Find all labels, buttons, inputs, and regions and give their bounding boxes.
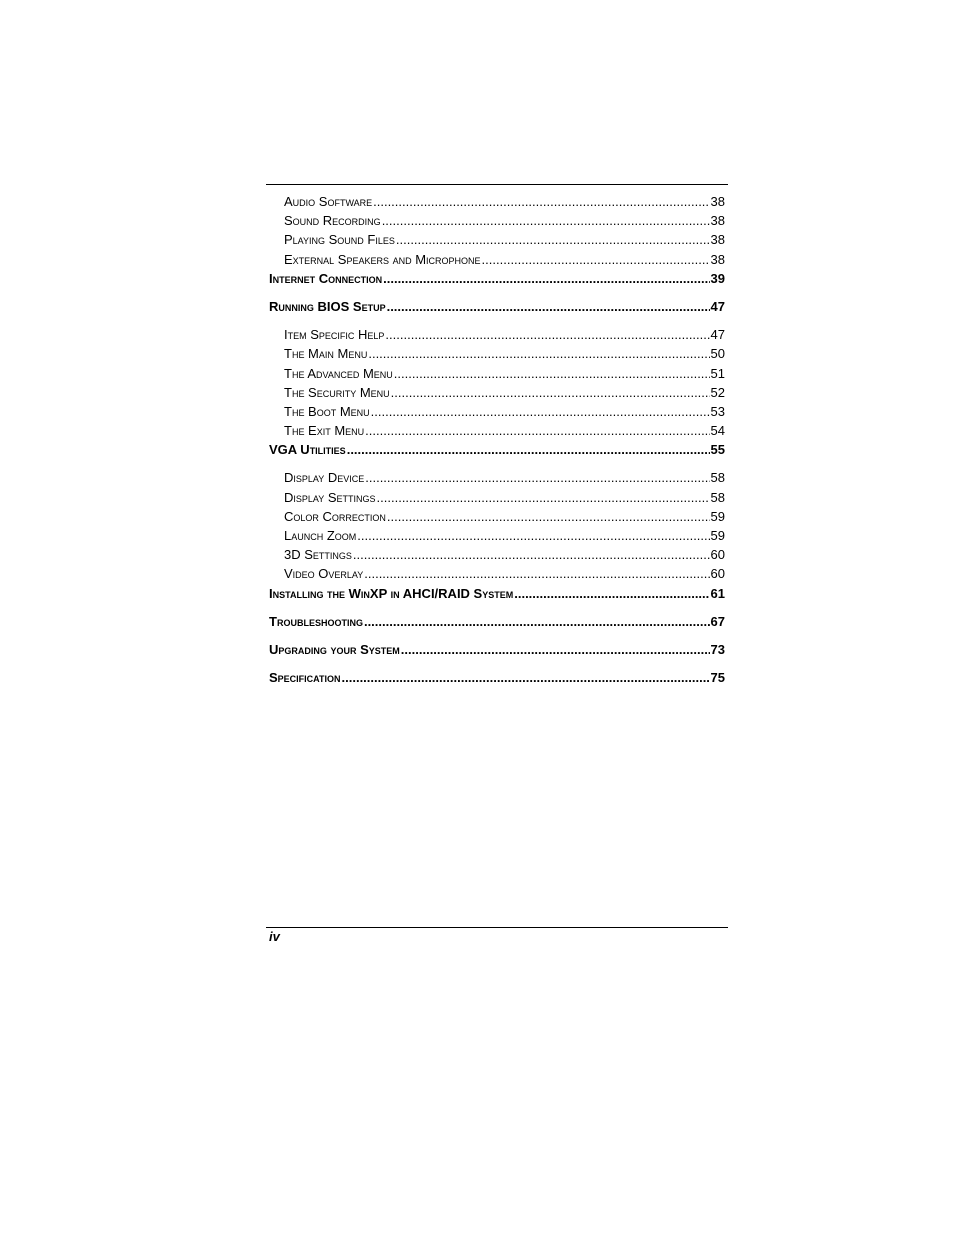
toc-entry-page: 47 <box>710 298 725 314</box>
toc-section-entry[interactable] <box>269 421 725 440</box>
toc-leader-dots <box>396 230 710 249</box>
toc-entry-page: 73 <box>710 641 725 657</box>
toc-chapter-entry[interactable] <box>269 440 725 459</box>
toc-section-entry[interactable] <box>269 507 725 526</box>
toc-leader-dots <box>373 192 709 211</box>
toc-section-entry[interactable] <box>269 344 725 363</box>
toc-entry-title: Color Correction <box>284 508 386 524</box>
toc-entry-page: 58 <box>710 489 725 505</box>
toc-chapter-entry[interactable] <box>269 269 725 288</box>
toc-entry-title: Display Device <box>284 470 365 486</box>
header-rule <box>266 184 728 185</box>
toc-leader-dots <box>394 364 710 383</box>
toc-section-entry[interactable] <box>269 488 725 507</box>
toc-section-entry[interactable] <box>269 526 725 545</box>
toc-entry-title: Sound Recording <box>284 213 381 229</box>
toc-entry-page: 75 <box>710 670 725 686</box>
toc-entry-title: The Main Menu <box>284 346 368 362</box>
toc-entry-page: 47 <box>710 327 725 343</box>
toc-leader-dots <box>364 564 709 583</box>
toc-leader-dots <box>365 421 709 440</box>
toc-section-entry[interactable] <box>269 545 725 564</box>
toc-entry-page: 51 <box>710 365 725 381</box>
toc-entry-title: Audio Software <box>284 194 373 209</box>
toc-leader-dots <box>391 383 710 402</box>
toc-leader-dots <box>371 402 710 421</box>
toc-entry-page: 67 <box>710 613 725 629</box>
toc-leader-dots <box>342 668 710 687</box>
toc-entry-page: 38 <box>710 213 725 229</box>
toc-entry-title: The Exit Menu <box>284 423 365 439</box>
toc-entry-page: 60 <box>710 566 725 582</box>
toc-entry-page: 54 <box>710 423 725 439</box>
toc-entry-title: The Security Menu <box>284 384 390 400</box>
toc-entry-title: 3D Settings <box>284 547 352 563</box>
toc-leader-dots <box>365 468 709 487</box>
toc-entry-page: 59 <box>710 528 725 543</box>
toc-entry-title: Playing Sound Files <box>284 232 395 248</box>
toc-entry-title: Internet Connection <box>269 270 383 286</box>
toc-entry-page: 38 <box>710 194 725 209</box>
toc-entry-title: Specification <box>269 670 341 686</box>
toc-leader-dots <box>514 584 709 603</box>
toc-leader-dots <box>482 250 710 269</box>
toc-entry-title: External Speakers and Microphone <box>284 251 481 267</box>
toc-chapter-entry[interactable] <box>269 640 725 659</box>
footer-rule <box>266 927 728 928</box>
toc-entry-page: 61 <box>710 585 725 601</box>
toc-leader-dots <box>383 269 709 288</box>
toc-entry-page: 39 <box>710 270 725 286</box>
toc-section-entry[interactable] <box>269 192 725 211</box>
toc-entry-title: Upgrading your System <box>269 641 400 657</box>
toc-entry-page: 59 <box>710 508 725 524</box>
toc-leader-dots <box>387 507 710 526</box>
footer-page-number: iv <box>269 929 280 944</box>
toc-leader-dots <box>385 325 709 344</box>
toc-leader-dots <box>377 488 710 507</box>
toc-entry-title: Launch Zoom <box>284 528 357 543</box>
toc-section-entry[interactable] <box>269 564 725 583</box>
toc-entry-page: 55 <box>710 442 725 458</box>
toc-entry-title: VGA Utilities <box>269 442 346 458</box>
toc-entry-title: Troubleshooting <box>269 613 363 629</box>
toc-leader-dots <box>357 526 709 545</box>
toc-entry-page: 38 <box>710 251 725 267</box>
toc-chapter-entry[interactable] <box>269 668 725 687</box>
toc-entry-page: 53 <box>710 403 725 419</box>
toc-entry-title: The Advanced Menu <box>284 365 393 381</box>
toc-leader-dots <box>353 545 710 564</box>
toc-entry-page: 60 <box>710 547 725 563</box>
toc-leader-dots <box>382 211 710 230</box>
toc-entry-page: 52 <box>710 384 725 400</box>
toc-entry-title: Video Overlay <box>284 566 364 582</box>
toc-leader-dots <box>347 440 710 459</box>
toc-entry-title: Item Specific Help <box>284 327 385 343</box>
toc-leader-dots <box>364 612 710 631</box>
toc-leader-dots <box>387 297 710 316</box>
toc-entry-page: 58 <box>710 470 725 486</box>
toc-chapter-entry[interactable] <box>269 584 725 603</box>
toc-section-entry[interactable] <box>269 325 725 344</box>
toc-section-entry[interactable] <box>269 250 725 269</box>
table-of-contents <box>269 192 725 687</box>
toc-chapter-entry[interactable] <box>269 612 725 631</box>
toc-entry-title: Running BIOS Setup <box>269 298 386 314</box>
toc-section-entry[interactable] <box>269 364 725 383</box>
toc-entry-page: 38 <box>710 232 725 248</box>
toc-entry-page: 50 <box>710 346 725 362</box>
toc-section-entry[interactable] <box>269 468 725 487</box>
toc-leader-dots <box>401 640 710 659</box>
toc-section-entry[interactable] <box>269 230 725 249</box>
toc-section-entry[interactable] <box>269 211 725 230</box>
toc-chapter-entry[interactable] <box>269 297 725 316</box>
toc-section-entry[interactable] <box>269 402 725 421</box>
toc-entry-title: Installing the WinXP in AHCI/RAID System <box>269 585 514 601</box>
toc-entry-title: The Boot Menu <box>284 403 370 419</box>
toc-entry-title: Display Settings <box>284 489 376 505</box>
toc-section-entry[interactable] <box>269 383 725 402</box>
toc-leader-dots <box>368 344 709 363</box>
